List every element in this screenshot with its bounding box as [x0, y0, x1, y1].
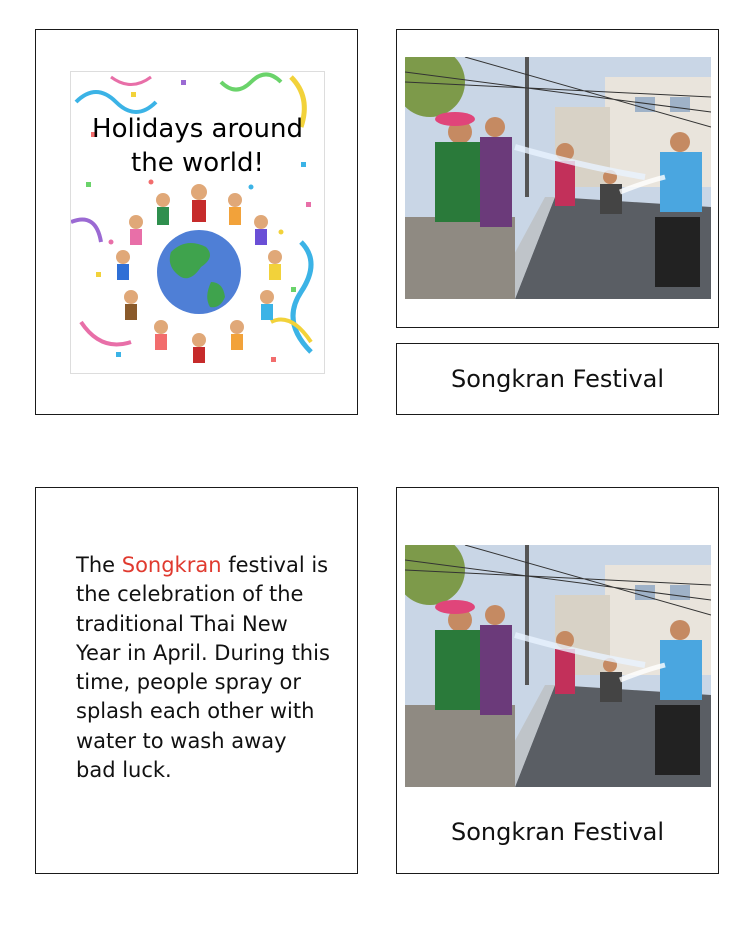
cover-title-line-1: Holidays around	[92, 114, 303, 144]
songkran-photo	[405, 57, 711, 299]
label-card-title: Songkran Festival	[450, 365, 665, 393]
label-card	[396, 343, 719, 415]
cover-title-line-2: the world!	[131, 148, 264, 178]
description-card	[35, 487, 358, 874]
cover-card	[35, 29, 358, 415]
description-prefix: The	[76, 553, 122, 577]
songkran-street-image-full	[405, 545, 711, 787]
songkran-street-image	[405, 57, 711, 299]
description-text	[76, 551, 331, 785]
photo-card	[396, 29, 719, 328]
full-card-title: Songkran Festival	[450, 818, 665, 846]
description-highlight: Songkran	[121, 553, 222, 577]
cover-title	[71, 112, 324, 180]
description-body: festival is the celebration of the traditional Thai New Year in April. During this time, people spray or splash each other with water to wash away bad luck.	[76, 553, 330, 783]
songkran-photo-full	[405, 545, 711, 787]
full-card	[396, 487, 719, 874]
cover-illustration	[70, 71, 325, 374]
